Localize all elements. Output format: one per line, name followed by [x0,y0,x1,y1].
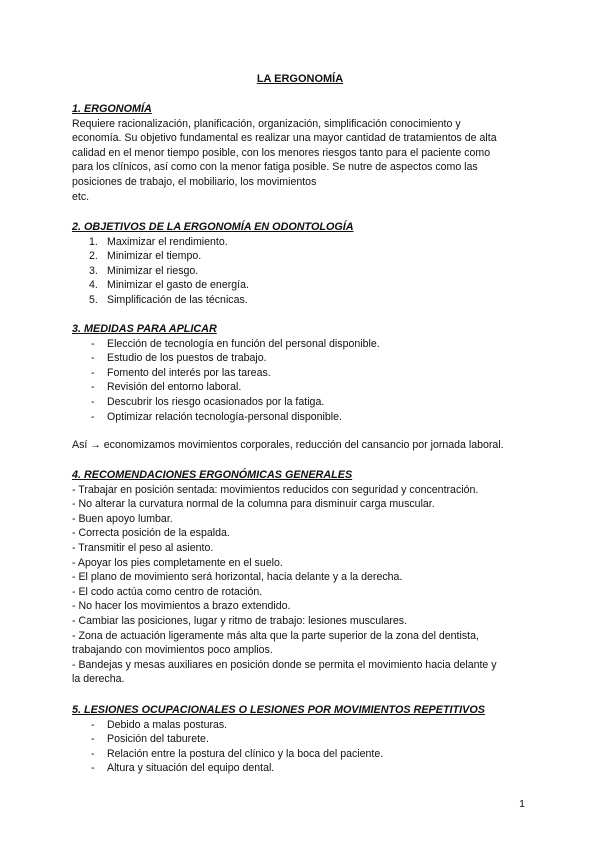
section-objetivos [72,220,532,308]
paragraph-line: calidad en el menor tiempo posible, con los menores riesgos tanto para el paciente como [72,146,491,159]
list-item: - Estudio de los puestos de trabajo. [91,352,267,365]
section-heading: 3. MEDIDAS PARA APLICAR [72,323,217,335]
list-item: 5. Simplificación de las técnicas. [89,293,248,306]
paragraph-line: etc. [72,190,90,203]
recommendation-line: - Cambiar las posiciones, lugar y ritmo de trabajo: lesiones musculares. [72,614,408,627]
list-item: - Relación entre la postura del clínico y la boca del paciente. [91,747,384,760]
document-title: LA ERGONOMÍA [256,73,344,85]
recommendation-line: - Zona de actuación ligeramente más alta que la parte superior de la zona del dentista, [72,629,479,642]
list-item: 2. Minimizar el tiempo. [89,250,202,263]
recommendation-line: - Buen apoyo lumbar. [72,512,173,525]
recommendation-line: - No hacer los movimientos a brazo extendido. [72,600,291,613]
paragraph-line: economía. Su objetivo fundamental es realizar una mayor cantidad de tratamientos de alta [72,132,497,145]
list-item: - Elección de tecnología en función del personal disponible. [91,337,380,350]
section-medidas [72,322,532,453]
recommendation-line: la derecha. [72,673,125,686]
section-heading: 5. LESIONES OCUPACIONALES O LESIONES POR MOVIMIENTOS REPETITIVOS [72,704,485,716]
numbered-list [72,235,532,308]
recommendation-line: - Correcta posición de la espalda. [72,527,230,540]
recommendation-line: - El codo actúa como centro de rotación. [72,585,263,598]
list-item: - Altura y situación del equipo dental. [91,762,275,775]
section-heading: 2. OBJETIVOS DE LA ERGONOMÍA EN ODONTOLOGÍA [72,221,354,233]
dash-list [72,718,532,776]
page-number: 1 [519,798,525,810]
section-lesiones [72,703,532,776]
list-item: 3. Minimizar el riesgo. [89,264,199,277]
recommendation-line: - Transmitir el peso al asiento. [72,541,214,554]
dash-list [72,337,532,425]
paragraph-line: posiciones de trabajo, el mobiliario, los movimientos [72,175,317,188]
list-item: - Optimizar relación tecnología-personal disponible. [91,410,342,423]
recommendation-line: - No alterar la curvatura normal de la columna para disminuir carga muscular. [72,498,435,511]
list-item: - Fomento del interés por las tareas. [91,366,271,379]
list-item: - Posición del taburete. [91,733,209,746]
recommendation-line: - Trabajar en posición sentada: movimientos reducidos con seguridad y concentración. [72,483,479,496]
section-ergonomia [72,102,532,204]
recommendation-line: - Bandejas y mesas auxiliares en posición donde se permita el movimiento hacia delante y [72,658,497,671]
list-item: - Debido a malas posturas. [91,718,228,731]
list-item: - Revisión del entorno laboral. [91,381,242,394]
list-item: 4. Minimizar el gasto de energía. [89,279,249,292]
list-item: 1. Maximizar el rendimiento. [89,235,228,248]
section-heading: 1. ERGONOMÍA [72,103,152,115]
recommendation-line: - El plano de movimiento será horizontal, hacia delante y a la derecha. [72,571,403,584]
list-item: - Descubrir los riesgo ocasionados por la fatiga. [91,395,325,408]
section-heading: 4. RECOMENDACIONES ERGONÓMICAS GENERALES [72,469,353,481]
section-recomendaciones [72,468,532,687]
recommendation-line: trabajando con movimientos poco amplios. [72,644,273,657]
paragraph-line: para los clínicos, así como con la menor fatiga posible. Se nutre de aspectos como las [72,161,478,174]
recommendation-line: - Apoyar los pies completamente en el suelo. [72,556,283,569]
paragraph-line: Requiere racionalización, planificación, organización, simplificación conocimiento y [72,117,461,130]
conclusion-line: Así → economizamos movimientos corporales, reducción del cansancio por jornada laboral. [72,439,504,452]
